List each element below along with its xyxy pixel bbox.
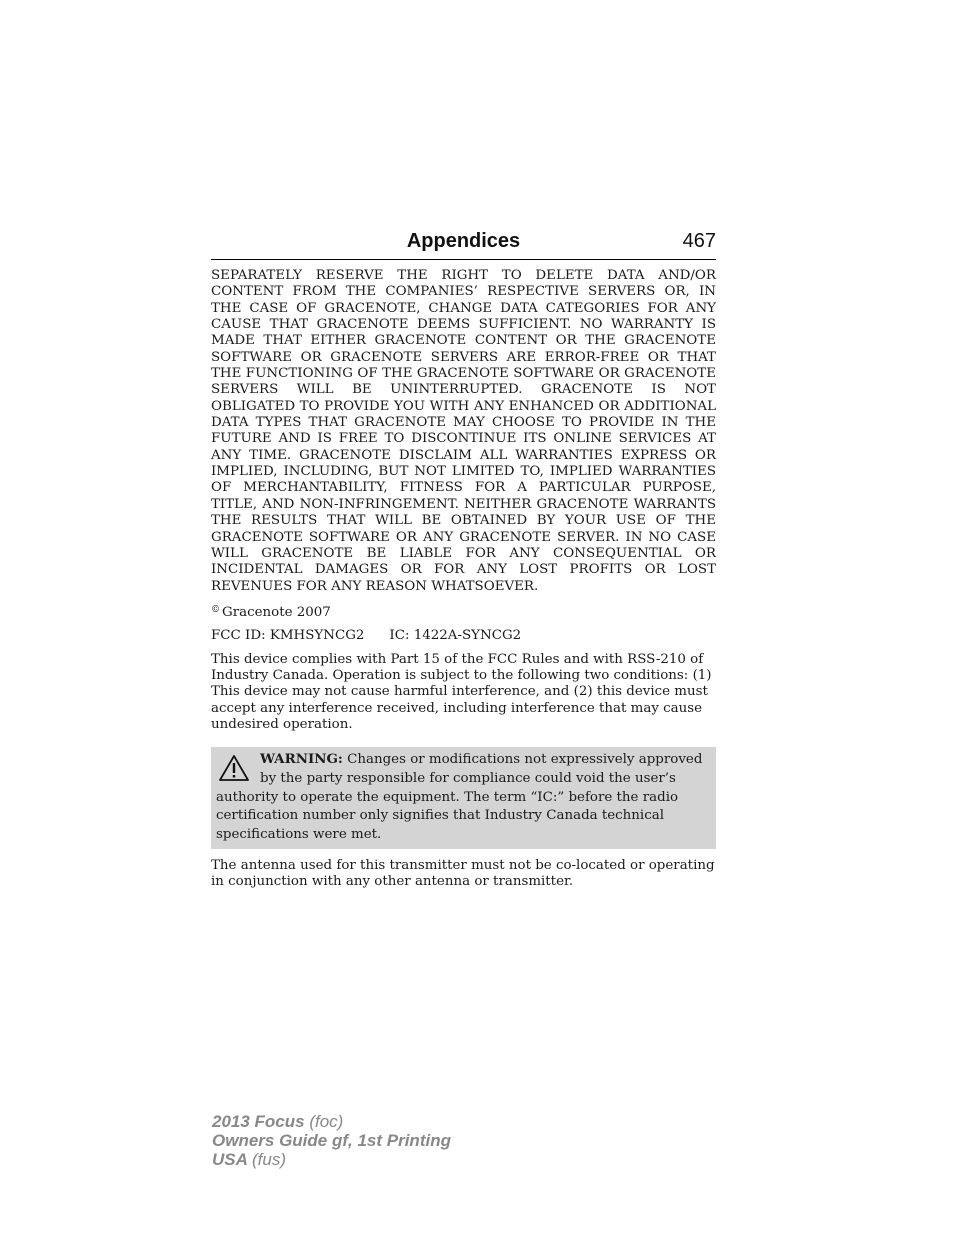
footer-region-code: (fus): [252, 1150, 286, 1169]
fcc-id: FCC ID: KMHSYNCG2: [211, 628, 365, 644]
fcc-ic-line: [211, 628, 716, 644]
footer-line-region: [212, 1150, 451, 1169]
ic-id: IC: 1422A-SYNCG2: [389, 628, 522, 644]
section-title: Appendices: [406, 230, 521, 252]
page-header: [211, 228, 716, 260]
page-content: [211, 268, 716, 897]
gracenote-disclaimer-paragraph: SEPARATELY RESERVE THE RIGHT TO DELETE DATA AND/OR CONTENT FROM THE COMPANIES’ RESPECTIVE SERVERS OR, IN THE CASE OF GRACENOTE, CHANGE DATA CATEGORIES FOR ANY CAUSE THAT GRACENOTE DEEMS SUFFICIENT. NO WARRANTY IS MADE THAT EITHER GRACENOTE CONTENT OR THE GRACENOTE SOFTWARE OR GRACENOTE SERVERS ARE ERROR-FREE OR THAT THE FUNCTIONING OF THE GRACENOTE SOFTWARE OR GRACENOTE SERVERS WILL BE UNINTERRUPTED. GRACENOTE IS NOT OBLIGATED TO PROVIDE YOU WITH ANY ENHANCED OR ADDITIONAL DATA TYPES THAT GRACENOTE MAY CHOOSE TO PROVIDE IN THE FUTURE AND IS FREE TO DISCONTINUE ITS ONLINE SERVICES AT ANY TIME. GRACENOTE DISCLAIM ALL WARRANTIES EXPRESS OR IMPLIED, INCLUDING, BUT NOT LIMITED TO, IMPLIED WARRANTIES OF MERCHANTABILITY, FITNESS FOR A PARTICULAR PURPOSE, TITLE, AND NON-INFRINGEMENT. NEITHER GRACENOTE WARRANTS THE RESULTS THAT WILL BE OBTAINED BY YOUR USE OF THE GRACENOTE SOFTWARE OR ANY GRACENOTE SERVER. IN NO CASE WILL GRACENOTE BE LIABLE FOR ANY CONSEQUENTIAL OR INCIDENTAL DAMAGES OR FOR ANY LOST PROFITS OR LOST REVENUES FOR ANY REASON WHATSOEVER.: [211, 268, 716, 594]
warning-box: [211, 747, 716, 849]
footer-line-model: [212, 1112, 451, 1131]
copyright-line: [211, 602, 716, 621]
page-footer: [212, 1112, 451, 1169]
copyright-symbol: ©: [211, 604, 220, 615]
copyright-text: Gracenote 2007: [222, 604, 331, 620]
warning-label: WARNING:: [260, 751, 343, 768]
fcc-compliance-paragraph: This device complies with Part 15 of the FCC Rules and with RSS-210 of Industry Canada. Operation is subject to the following two conditions: (1) This device may not cause harmful interference, and (2) this device must accept any interference received, including interference that may cause undesired operation.: [211, 651, 712, 732]
warning-text: Changes or modifications not expressively approved by the party responsible for compliance could void the user’s authority to operate the equipment. The term “IC:” before the radio certification number only signifies that Industry Canada technical specifications were met.: [216, 752, 703, 843]
footer-region: USA: [212, 1150, 248, 1169]
footer-model-code: (foc): [309, 1112, 344, 1131]
warning-triangle-icon: [218, 754, 250, 782]
footer-model: 2013 Focus: [212, 1112, 305, 1131]
page-number: 467: [682, 230, 716, 252]
footer-line-guide: Owners Guide gf, 1st Printing: [212, 1131, 451, 1150]
antenna-paragraph: The antenna used for this transmitter must not be co-located or operating in conjunction with any other antenna or transmitter.: [211, 857, 715, 890]
